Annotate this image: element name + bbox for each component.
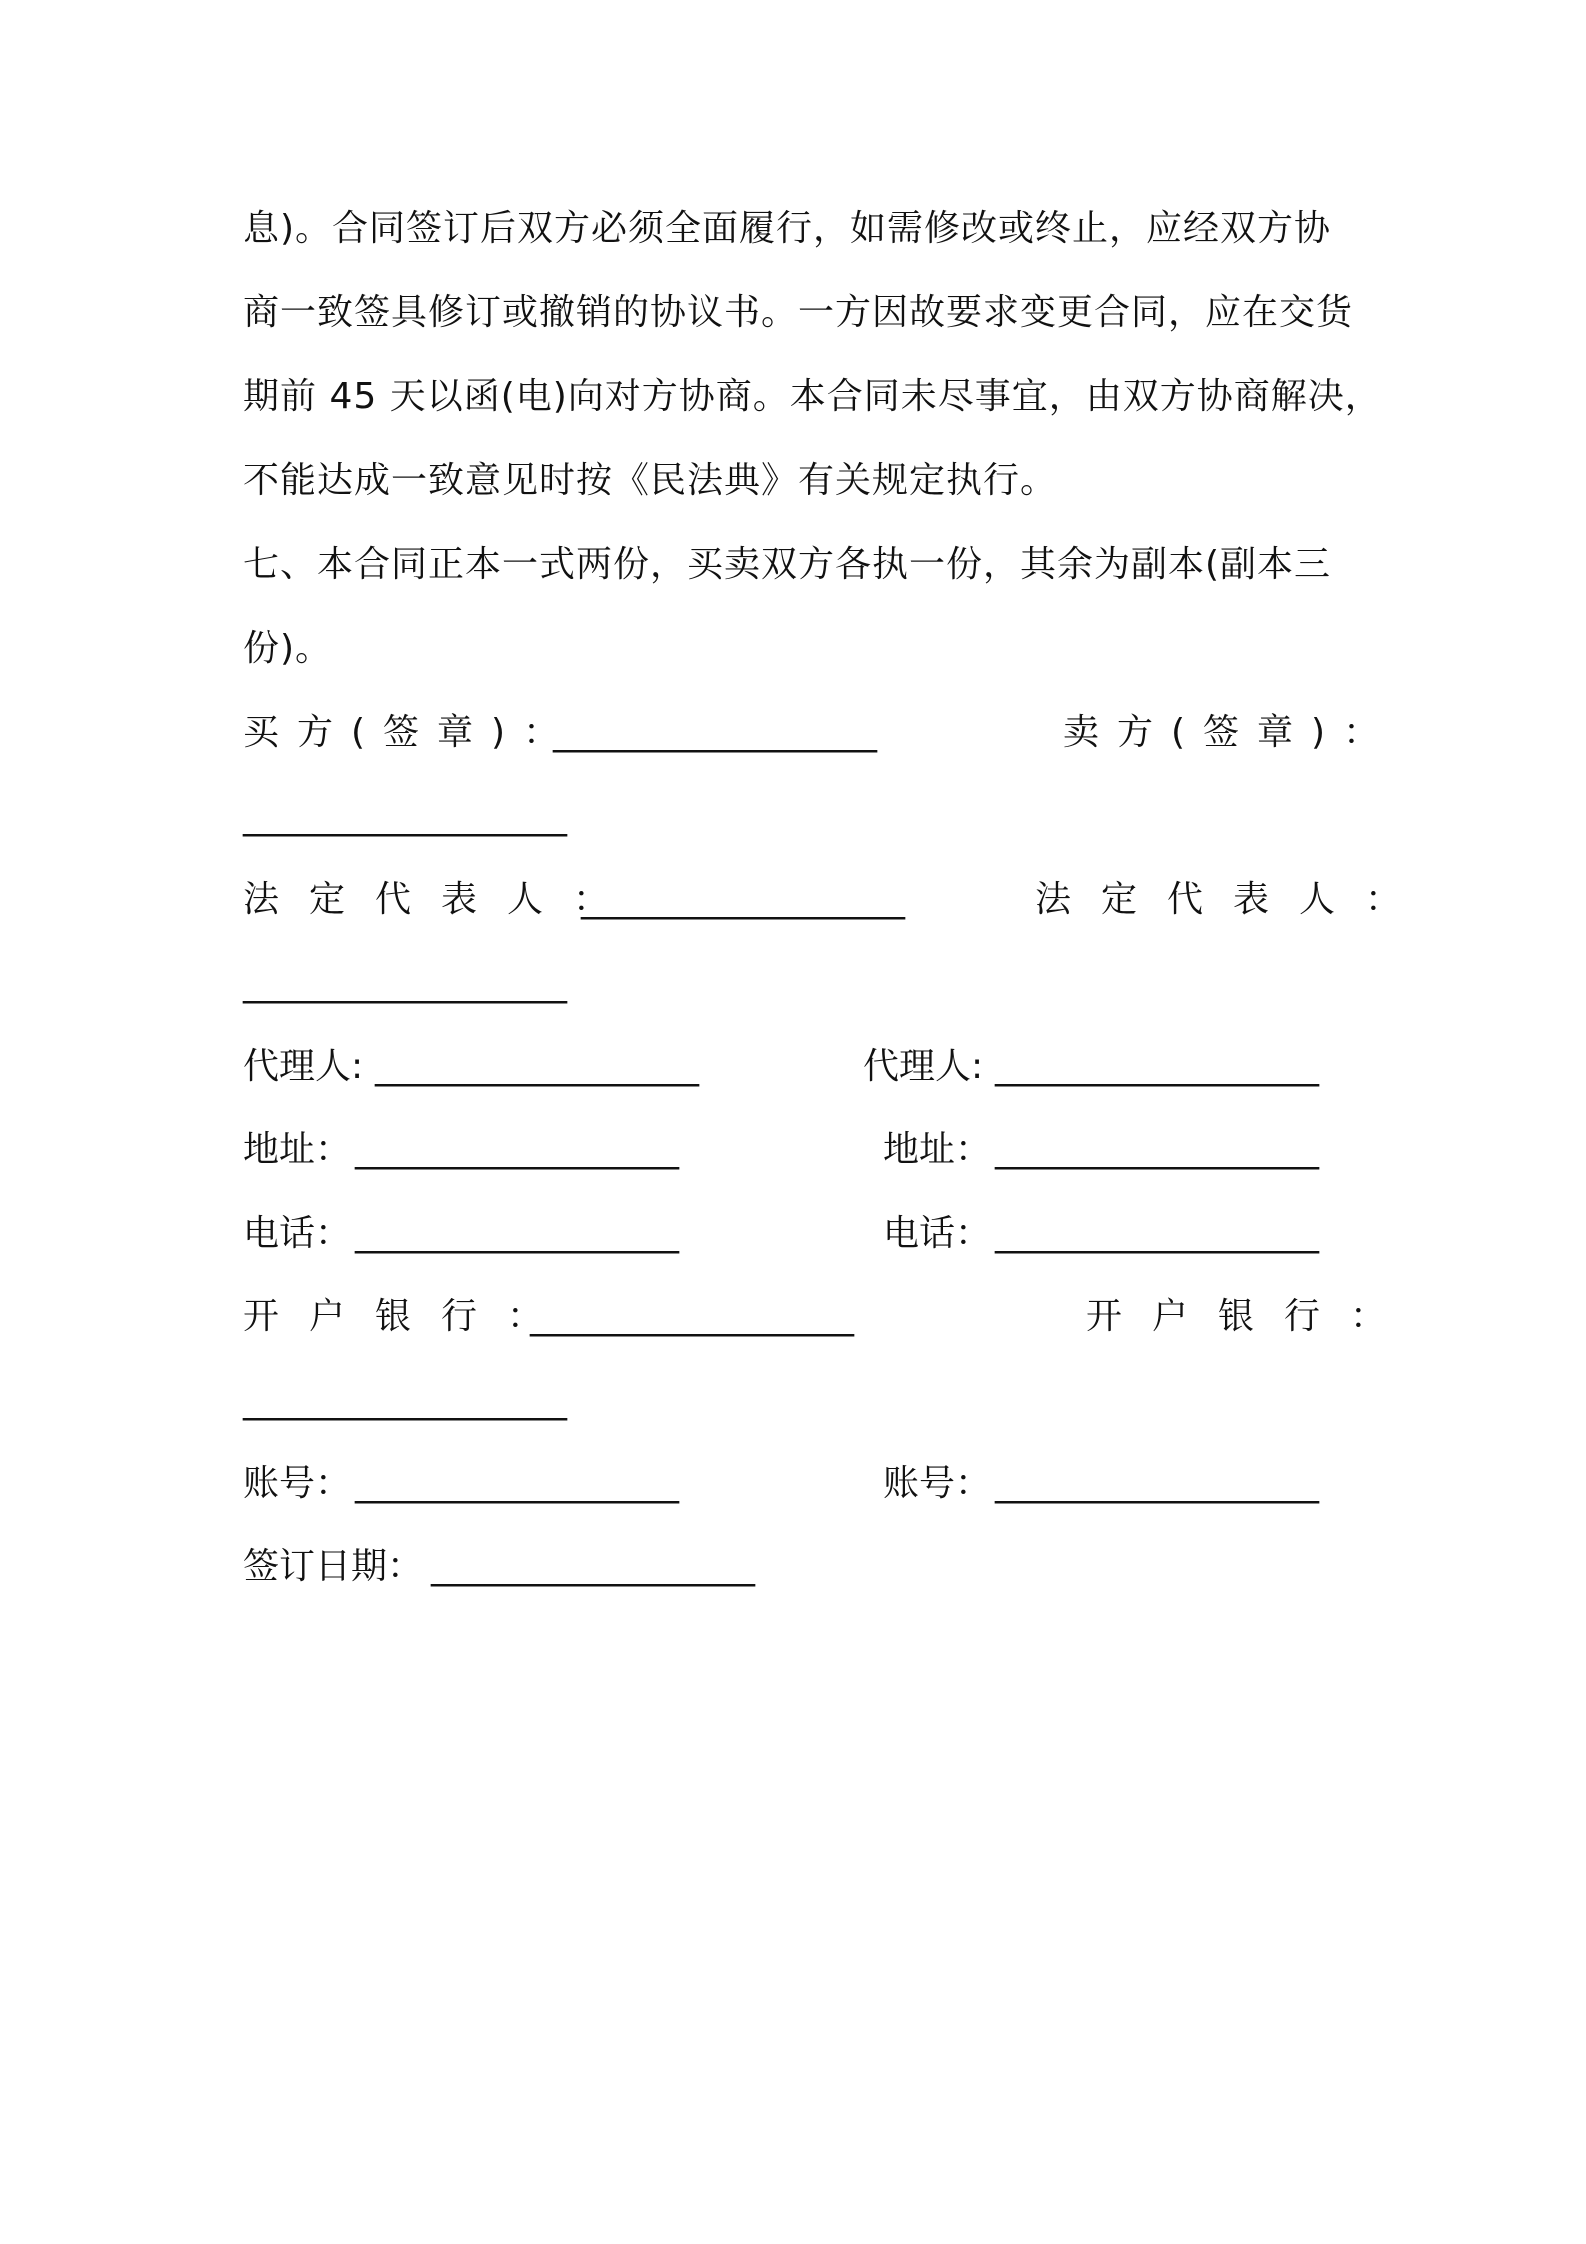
bank-left-blank[interactable]: __________________	[530, 1296, 854, 1337]
paragraph-line: 商一致签具修订或撤销的协议书。一方因故要求变更合同，应在交货	[243, 292, 1354, 333]
paragraph-terms	[243, 187, 1382, 523]
seller-label: 卖方(签章)：	[1063, 712, 1398, 753]
signature-row-phone	[243, 1192, 1353, 1276]
paragraph-line: 息)。合同签订后双方必须全面履行，如需修改或终止，应经双方协	[243, 208, 1332, 249]
bank-right-blank[interactable]: __________________	[243, 1380, 567, 1421]
agent-right-label: 代理人:	[863, 1046, 984, 1087]
paragraph-copies	[243, 523, 1373, 691]
agent-left-blank[interactable]: __________________	[375, 1046, 699, 1087]
account-left-label: 账号：	[243, 1463, 352, 1504]
paragraph-line: 份)。	[243, 628, 333, 669]
signature-row-account	[243, 1442, 1353, 1526]
paragraph-line: 不能达成一致意见时按《民法典》有关规定执行。	[243, 460, 1058, 501]
signature-row-legal-rep	[243, 858, 1432, 942]
buyer-signature-blank[interactable]: __________________	[553, 712, 877, 753]
legal-rep-right-label: 法定代表人：	[1035, 879, 1432, 920]
account-right-label: 账号：	[883, 1463, 992, 1504]
account-right-blank[interactable]: __________________	[995, 1463, 1319, 1504]
address-left-label: 地址：	[243, 1129, 352, 1170]
agent-right-blank[interactable]: __________________	[995, 1046, 1319, 1087]
legal-rep-right-blank[interactable]: __________________	[243, 963, 567, 1004]
signature-row-party	[243, 691, 1398, 775]
legal-rep-left-label: 法定代表人：	[243, 879, 640, 920]
phone-right-label: 电话：	[883, 1213, 992, 1254]
legal-rep-left-blank[interactable]: __________________	[581, 879, 905, 920]
account-left-blank[interactable]: __________________	[355, 1463, 679, 1504]
signature-row-bank	[243, 1275, 1417, 1359]
bank-left-label: 开户银行：	[243, 1296, 574, 1337]
paragraph-line: 期前 45 天以函(电)向对方协商。本合同未尽事宜，由双方协商解决，	[243, 376, 1382, 417]
signature-row-address	[243, 1108, 1353, 1192]
date-blank[interactable]: __________________	[431, 1546, 755, 1587]
seller-signature-blank[interactable]: __________________	[243, 796, 567, 837]
date-label: 签订日期：	[243, 1546, 424, 1587]
address-right-label: 地址：	[883, 1129, 992, 1170]
paragraph-line: 七、本合同正本一式两份，买卖双方各执一份，其余为副本(副本三	[243, 544, 1332, 585]
signature-row-agent	[243, 1025, 1353, 1109]
phone-left-blank[interactable]: __________________	[355, 1213, 679, 1254]
agent-left-label: 代理人:	[243, 1046, 364, 1087]
address-left-blank[interactable]: __________________	[355, 1129, 679, 1170]
buyer-label: 买方(签章)：	[243, 712, 578, 753]
address-right-blank[interactable]: __________________	[995, 1129, 1319, 1170]
signature-row-date	[243, 1525, 1353, 1609]
phone-left-label: 电话：	[243, 1213, 352, 1254]
bank-right-label: 开户银行：	[1086, 1296, 1417, 1337]
phone-right-blank[interactable]: __________________	[995, 1213, 1319, 1254]
